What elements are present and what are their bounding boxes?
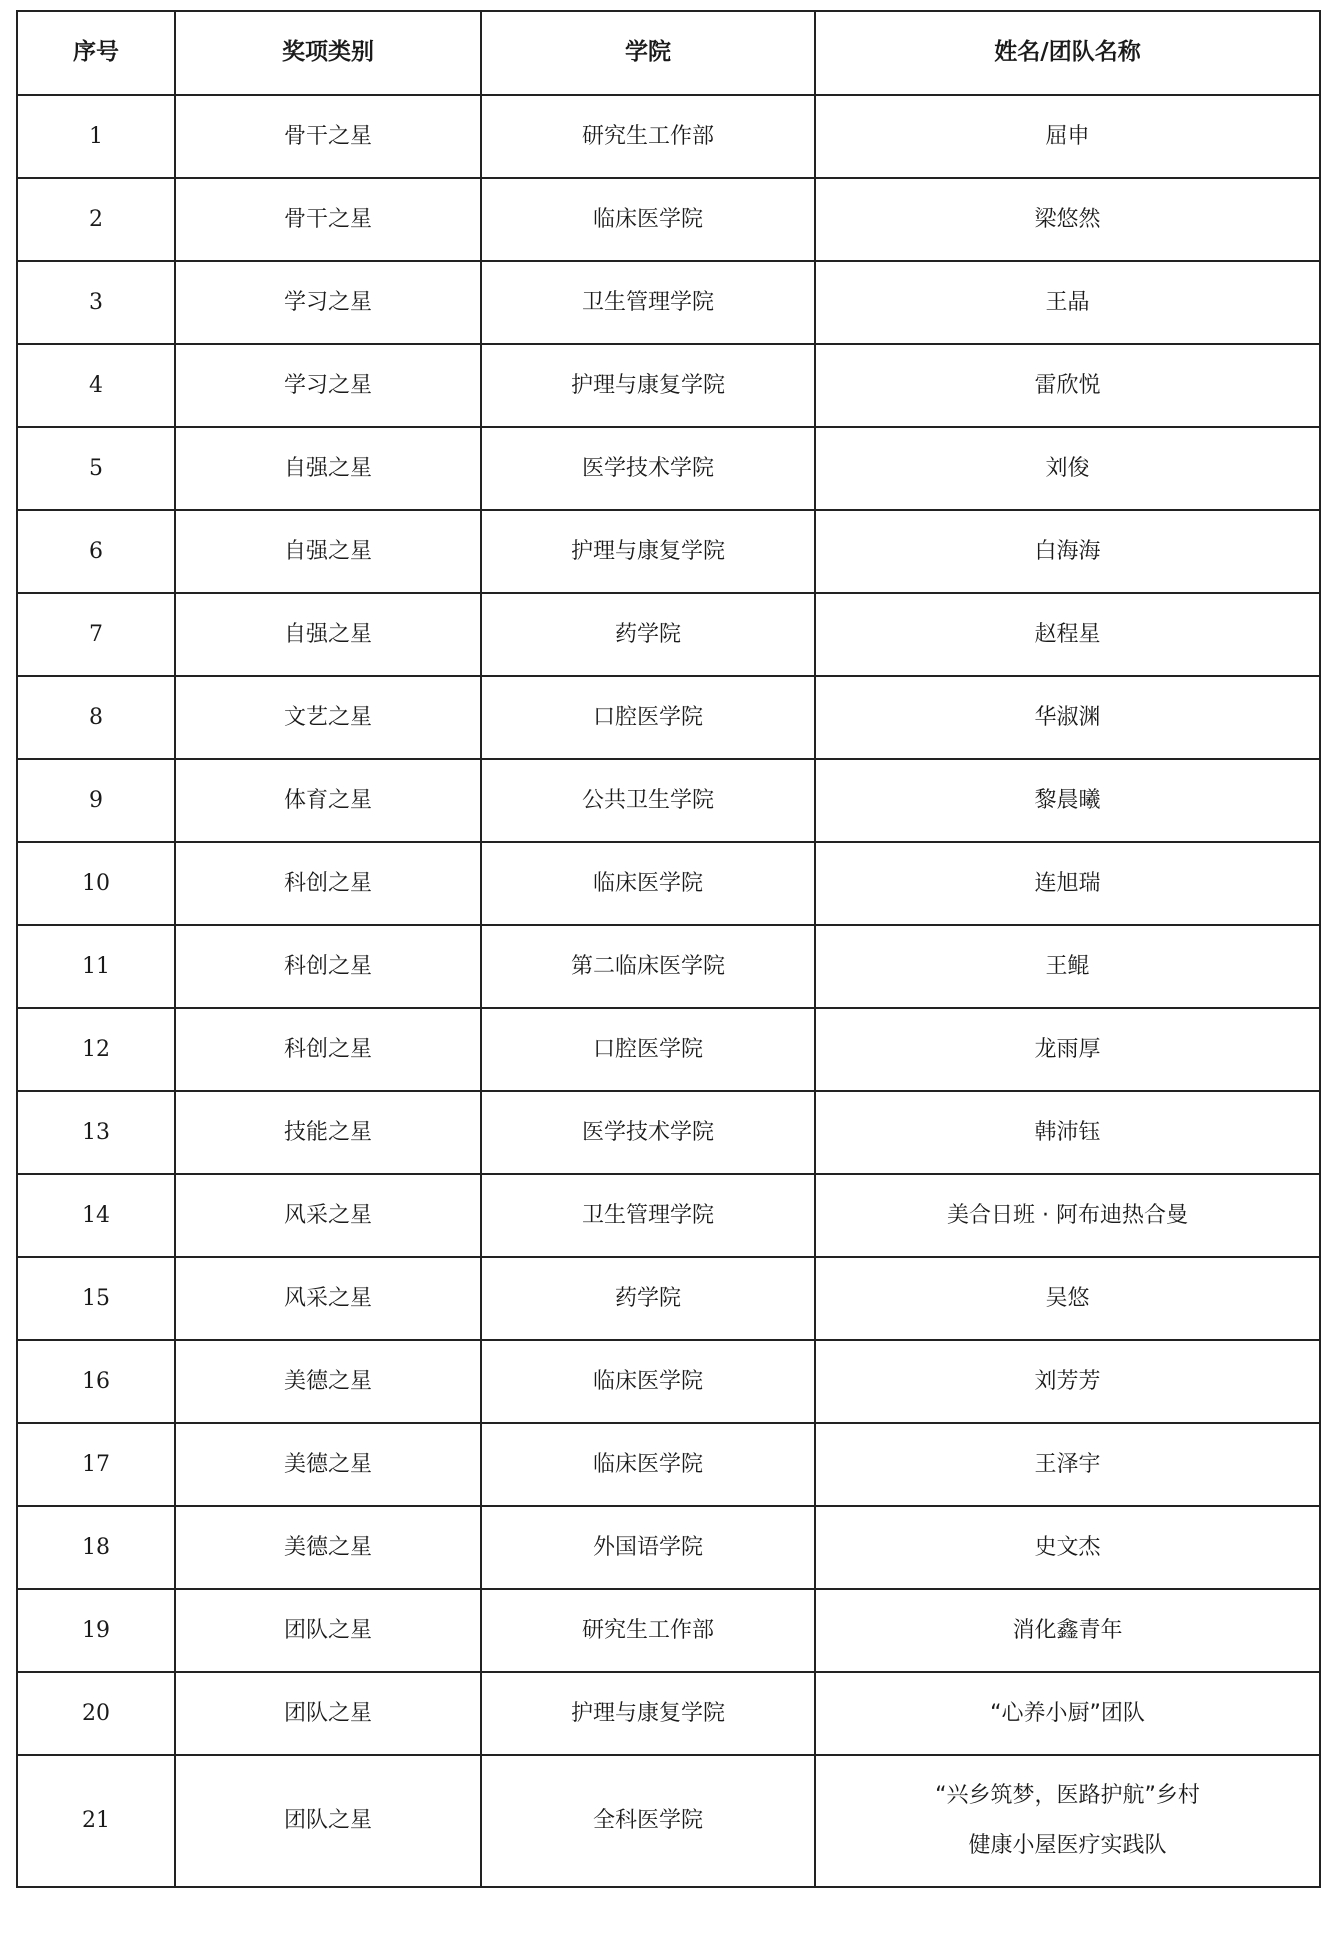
table-row bbox=[17, 676, 1320, 759]
cell-award-category: 学习之星 bbox=[175, 344, 481, 427]
cell-serial-number: 17 bbox=[17, 1423, 175, 1506]
cell-serial-number: 4 bbox=[17, 344, 175, 427]
cell-award-category: 科创之星 bbox=[175, 925, 481, 1008]
cell-serial-number: 16 bbox=[17, 1340, 175, 1423]
cell-award-category: 自强之星 bbox=[175, 427, 481, 510]
cell-college: 全科医学院 bbox=[481, 1755, 815, 1887]
table-row bbox=[17, 510, 1320, 593]
cell-name-or-team: 雷欣悦 bbox=[815, 344, 1320, 427]
cell-name-or-team: 刘芳芳 bbox=[815, 1340, 1320, 1423]
cell-serial-number: 10 bbox=[17, 842, 175, 925]
table-row bbox=[17, 261, 1320, 344]
table-row bbox=[17, 759, 1320, 842]
cell-award-category: 团队之星 bbox=[175, 1672, 481, 1755]
cell-award-category: 自强之星 bbox=[175, 593, 481, 676]
table-row bbox=[17, 1506, 1320, 1589]
cell-name-or-team bbox=[815, 1755, 1320, 1887]
cell-award-category: 骨干之星 bbox=[175, 178, 481, 261]
cell-serial-number: 12 bbox=[17, 1008, 175, 1091]
cell-serial-number: 6 bbox=[17, 510, 175, 593]
cell-college: 临床医学院 bbox=[481, 842, 815, 925]
table-row bbox=[17, 1091, 1320, 1174]
cell-college: 口腔医学院 bbox=[481, 1008, 815, 1091]
cell-serial-number: 11 bbox=[17, 925, 175, 1008]
cell-college: 护理与康复学院 bbox=[481, 344, 815, 427]
table-row bbox=[17, 344, 1320, 427]
cell-name-or-team: 韩沛钰 bbox=[815, 1091, 1320, 1174]
table-body bbox=[17, 95, 1320, 1887]
cell-college: 第二临床医学院 bbox=[481, 925, 815, 1008]
cell-award-category: 学习之星 bbox=[175, 261, 481, 344]
cell-serial-number: 13 bbox=[17, 1091, 175, 1174]
cell-college: 公共卫生学院 bbox=[481, 759, 815, 842]
cell-college: 医学技术学院 bbox=[481, 1091, 815, 1174]
cell-name-or-team: 赵程星 bbox=[815, 593, 1320, 676]
cell-name-or-team: 屈申 bbox=[815, 95, 1320, 178]
header-college: 学院 bbox=[481, 11, 815, 95]
cell-name-or-team: 华淑渊 bbox=[815, 676, 1320, 759]
cell-college: 护理与康复学院 bbox=[481, 510, 815, 593]
cell-award-category: 美德之星 bbox=[175, 1506, 481, 1589]
cell-college: 卫生管理学院 bbox=[481, 261, 815, 344]
cell-college: 护理与康复学院 bbox=[481, 1672, 815, 1755]
cell-serial-number: 15 bbox=[17, 1257, 175, 1340]
cell-award-category: 风采之星 bbox=[175, 1174, 481, 1257]
cell-award-category: 骨干之星 bbox=[175, 95, 481, 178]
cell-college: 临床医学院 bbox=[481, 1423, 815, 1506]
table-row bbox=[17, 593, 1320, 676]
team-name-line-2: 健康小屋医疗实践队 bbox=[968, 1833, 1167, 1858]
cell-name-or-team: 黎晨曦 bbox=[815, 759, 1320, 842]
cell-award-category: 技能之星 bbox=[175, 1091, 481, 1174]
table-row bbox=[17, 842, 1320, 925]
cell-college: 医学技术学院 bbox=[481, 427, 815, 510]
cell-serial-number: 5 bbox=[17, 427, 175, 510]
cell-name-or-team: 梁悠然 bbox=[815, 178, 1320, 261]
cell-award-category: 科创之星 bbox=[175, 1008, 481, 1091]
cell-name-or-team: 吴悠 bbox=[815, 1257, 1320, 1340]
cell-serial-number: 2 bbox=[17, 178, 175, 261]
cell-serial-number: 9 bbox=[17, 759, 175, 842]
awards-table bbox=[16, 10, 1321, 1888]
cell-college: 口腔医学院 bbox=[481, 676, 815, 759]
cell-name-or-team: 美合日班 · 阿布迪热合曼 bbox=[815, 1174, 1320, 1257]
cell-serial-number: 7 bbox=[17, 593, 175, 676]
cell-award-category: 文艺之星 bbox=[175, 676, 481, 759]
header-award-category: 奖项类别 bbox=[175, 11, 481, 95]
table-row bbox=[17, 1008, 1320, 1091]
cell-serial-number: 8 bbox=[17, 676, 175, 759]
cell-serial-number: 20 bbox=[17, 1672, 175, 1755]
cell-college: 研究生工作部 bbox=[481, 95, 815, 178]
cell-name-or-team: 王晶 bbox=[815, 261, 1320, 344]
cell-award-category: 团队之星 bbox=[175, 1589, 481, 1672]
table-row bbox=[17, 178, 1320, 261]
cell-name-or-team: 消化鑫青年 bbox=[815, 1589, 1320, 1672]
table-row bbox=[17, 1340, 1320, 1423]
cell-college: 临床医学院 bbox=[481, 1340, 815, 1423]
cell-award-category: 自强之星 bbox=[175, 510, 481, 593]
table-row bbox=[17, 1755, 1320, 1887]
table-row bbox=[17, 1589, 1320, 1672]
cell-award-category: 美德之星 bbox=[175, 1423, 481, 1506]
table-row bbox=[17, 925, 1320, 1008]
cell-award-category: 风采之星 bbox=[175, 1257, 481, 1340]
table-row bbox=[17, 1257, 1320, 1340]
cell-award-category: 体育之星 bbox=[175, 759, 481, 842]
cell-name-or-team: 龙雨厚 bbox=[815, 1008, 1320, 1091]
team-name-line-1: “兴乡筑梦，医路护航”乡村 bbox=[935, 1783, 1200, 1808]
cell-name-or-team: 刘俊 bbox=[815, 427, 1320, 510]
cell-college: 药学院 bbox=[481, 593, 815, 676]
cell-name-or-team: 史文杰 bbox=[815, 1506, 1320, 1589]
cell-serial-number: 19 bbox=[17, 1589, 175, 1672]
cell-college: 卫生管理学院 bbox=[481, 1174, 815, 1257]
cell-serial-number: 1 bbox=[17, 95, 175, 178]
cell-name-or-team: 白海海 bbox=[815, 510, 1320, 593]
cell-name-or-team: “心养小厨”团队 bbox=[815, 1672, 1320, 1755]
cell-award-category: 科创之星 bbox=[175, 842, 481, 925]
cell-name-or-team: 连旭瑞 bbox=[815, 842, 1320, 925]
cell-serial-number: 3 bbox=[17, 261, 175, 344]
cell-college: 研究生工作部 bbox=[481, 1589, 815, 1672]
cell-serial-number: 18 bbox=[17, 1506, 175, 1589]
table-row bbox=[17, 1174, 1320, 1257]
header-serial-number: 序号 bbox=[17, 11, 175, 95]
cell-award-category: 美德之星 bbox=[175, 1340, 481, 1423]
header-name-or-team: 姓名/团队名称 bbox=[815, 11, 1320, 95]
table-row bbox=[17, 95, 1320, 178]
table-row bbox=[17, 1672, 1320, 1755]
cell-college: 临床医学院 bbox=[481, 178, 815, 261]
table-row bbox=[17, 427, 1320, 510]
cell-college: 外国语学院 bbox=[481, 1506, 815, 1589]
table-row bbox=[17, 1423, 1320, 1506]
cell-name-or-team: 王泽宇 bbox=[815, 1423, 1320, 1506]
cell-award-category: 团队之星 bbox=[175, 1755, 481, 1887]
cell-college: 药学院 bbox=[481, 1257, 815, 1340]
cell-serial-number: 14 bbox=[17, 1174, 175, 1257]
cell-serial-number: 21 bbox=[17, 1755, 175, 1887]
cell-name-or-team: 王鲲 bbox=[815, 925, 1320, 1008]
table-header bbox=[17, 11, 1320, 95]
header-row bbox=[17, 11, 1320, 95]
